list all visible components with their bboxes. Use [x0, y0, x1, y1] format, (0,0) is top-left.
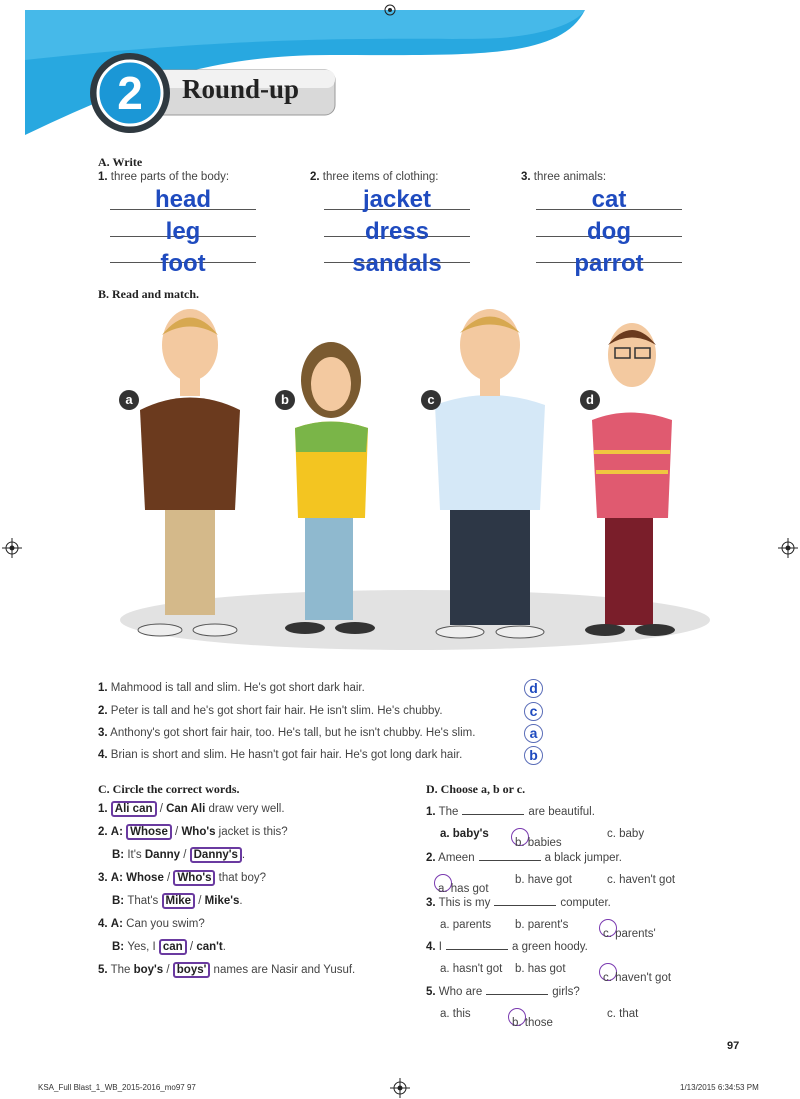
- item-text: This is my: [438, 897, 491, 909]
- speaker: A:: [110, 826, 127, 838]
- c-item-1: [98, 803, 285, 815]
- d3-opt-b: [515, 919, 568, 931]
- choice: Whose: [126, 872, 164, 884]
- d3-opt-c: [603, 919, 656, 940]
- option: b. has got: [515, 963, 566, 975]
- choice: boy's: [133, 964, 164, 976]
- answer-jacket: jacket: [362, 186, 432, 213]
- item-text: .: [239, 895, 243, 907]
- c-item-2b: [112, 849, 245, 861]
- item-text: are beautiful.: [528, 806, 595, 818]
- answer-foot: foot: [160, 250, 206, 277]
- label-d: d: [580, 390, 600, 410]
- item-text: a green hoody.: [512, 941, 588, 953]
- c-item-4a: [98, 918, 205, 930]
- group-1-prompt: [98, 171, 229, 183]
- item-text: Yes, I: [127, 941, 159, 953]
- choice: Danny: [144, 849, 181, 861]
- option: b. have got: [515, 874, 572, 886]
- option: b. those: [512, 1017, 553, 1029]
- blank: [462, 805, 524, 815]
- separator: /: [171, 826, 182, 838]
- c-item-5: [98, 964, 355, 976]
- section-b-title: B. Read and match.: [98, 287, 200, 301]
- separator: /: [186, 941, 197, 953]
- item-text: .: [222, 941, 226, 953]
- d4-opt-b: [515, 963, 566, 975]
- section-a-title: A. Write: [98, 155, 143, 169]
- sentence-text: Anthony's got short fair hair, too. He's tall, but he isn't chubby. He's slim.: [110, 727, 476, 739]
- d-item-5: [426, 985, 580, 998]
- section-c-title: C. Circle the correct words.: [98, 782, 240, 796]
- sentence-text: Brian is short and slim. He hasn't got fair hair. He's got long dark hair.: [110, 749, 463, 761]
- separator: /: [195, 895, 205, 907]
- item-text: Ameen: [438, 852, 475, 864]
- circled-choice: boys': [173, 962, 211, 978]
- separator: /: [156, 803, 167, 815]
- circled-choice: Who's: [173, 870, 215, 886]
- answer-dress: dress: [364, 218, 430, 245]
- sentence-3: [98, 727, 475, 739]
- people-illustration: [100, 300, 720, 660]
- unit-number: 2: [117, 67, 143, 119]
- answer-dog: dog: [587, 218, 631, 245]
- choice: can't: [196, 941, 223, 953]
- group-3-num: 3.: [521, 171, 531, 183]
- d2-opt-b: [515, 874, 572, 886]
- separator: /: [163, 872, 174, 884]
- d5-opt-c: [607, 1008, 638, 1020]
- circled-choice: Mike: [162, 893, 196, 909]
- label-c: c: [421, 390, 441, 410]
- option: a. parents: [440, 919, 492, 931]
- group-3-prompt: [521, 171, 606, 183]
- item-num: 4.: [98, 918, 108, 930]
- item-num: 2.: [98, 826, 108, 838]
- d-item-3: [426, 896, 611, 909]
- sentence-text: Peter is tall and he's got short fair hair. He isn't slim. He's chubby.: [110, 705, 443, 717]
- registration-mark: [390, 1078, 410, 1098]
- item-text: a black jumper.: [544, 852, 622, 864]
- item-num: 4.: [426, 941, 436, 953]
- blank: [494, 896, 556, 906]
- option: c. haven't got: [603, 972, 672, 984]
- separator: /: [163, 964, 173, 976]
- item-num: 2.: [426, 852, 436, 864]
- section-d-title: D. Choose a, b or c.: [426, 782, 526, 796]
- sentence-4: [98, 749, 462, 761]
- item-text: names are Nasir and Yusuf.: [210, 964, 356, 976]
- sentence-2: [98, 705, 443, 717]
- item-text: That's: [127, 895, 162, 907]
- c-item-3b: [112, 895, 243, 907]
- registration-mark: [778, 538, 798, 558]
- registration-mark: [2, 538, 22, 558]
- sentence-num: 3.: [98, 727, 108, 739]
- group-2-text: three items of clothing:: [322, 171, 439, 183]
- separator: /: [180, 849, 190, 861]
- c-item-2a: [98, 826, 288, 838]
- option: c. that: [607, 1008, 639, 1020]
- item-text: The: [110, 964, 134, 976]
- item-num: 5.: [426, 986, 436, 998]
- option: b. babies: [515, 837, 562, 849]
- circled-choice: can: [159, 939, 187, 955]
- group-1-num: 1.: [98, 171, 108, 183]
- blank: [479, 851, 541, 861]
- speaker: B:: [112, 941, 128, 953]
- item-text: jacket is this?: [215, 826, 288, 838]
- circled-choice: Whose: [126, 824, 172, 840]
- match-answer-2: c: [524, 702, 543, 721]
- d-item-1: [426, 805, 595, 818]
- answer-cat: cat: [591, 186, 627, 213]
- sentence-num: 2.: [98, 705, 108, 717]
- item-text: Can you swim?: [126, 918, 205, 930]
- item-num: 5.: [98, 964, 108, 976]
- option: c. haven't got: [607, 874, 676, 886]
- item-text: draw very well.: [205, 803, 285, 815]
- speaker: B:: [112, 895, 128, 907]
- option: c. baby: [607, 828, 645, 840]
- c-item-4b: [112, 941, 226, 953]
- group-2-num: 2.: [310, 171, 320, 183]
- item-num: 1.: [426, 806, 436, 818]
- option: b. parent's: [515, 919, 569, 931]
- circled-choice: Danny's: [190, 847, 242, 863]
- d1-opt-c: [607, 828, 644, 840]
- option: c. parents': [603, 928, 656, 940]
- item-text: girls?: [552, 986, 580, 998]
- item-text: The: [438, 806, 459, 818]
- item-text: I: [438, 941, 442, 953]
- option: a. has got: [438, 883, 489, 895]
- footer-left: KSA_Full Blast_1_WB_2015-2016_mo97 97: [38, 1083, 196, 1092]
- blank: [446, 940, 508, 950]
- footer-right: 1/13/2015 6:34:53 PM: [680, 1083, 759, 1092]
- speaker: A:: [110, 918, 127, 930]
- circled-choice: Ali can: [111, 801, 157, 817]
- d2-opt-a: [438, 874, 489, 895]
- d5-opt-b: [512, 1008, 553, 1029]
- d4-opt-a: [440, 963, 502, 975]
- d4-opt-c: [603, 963, 671, 984]
- sentence-1: [98, 682, 365, 694]
- group-2-prompt: [310, 171, 439, 183]
- match-answer-4: b: [524, 746, 543, 765]
- page-number: 97: [727, 1040, 740, 1052]
- sentence-num: 1.: [98, 682, 108, 694]
- answer-parrot: parrot: [574, 250, 644, 277]
- item-num: 1.: [98, 803, 108, 815]
- match-answer-1: d: [524, 679, 543, 698]
- sentence-text: Mahmood is tall and slim. He's got short dark hair.: [110, 682, 365, 694]
- label-a: a: [119, 390, 139, 410]
- choice: Who's: [181, 826, 216, 838]
- answer-sandals: sandals: [352, 250, 442, 277]
- answer-leg: leg: [165, 218, 201, 245]
- choice: Can Ali: [166, 803, 206, 815]
- d1-opt-a: [440, 828, 489, 840]
- item-num: 3.: [98, 872, 108, 884]
- match-answer-3: a: [524, 724, 543, 743]
- item-text: computer.: [560, 897, 611, 909]
- d-item-4: [426, 940, 588, 953]
- option: a. hasn't got: [440, 963, 503, 975]
- d-item-2: [426, 851, 622, 864]
- item-text: It's: [127, 849, 145, 861]
- d5-opt-a: [440, 1008, 471, 1020]
- blank: [486, 985, 548, 995]
- speaker: A:: [110, 872, 127, 884]
- speaker: B:: [112, 849, 128, 861]
- label-b: b: [275, 390, 295, 410]
- item-text: .: [241, 849, 246, 861]
- c-item-3a: [98, 872, 266, 884]
- d1-opt-b: [515, 828, 562, 849]
- page-title: Round-up: [182, 74, 300, 104]
- item-text: that boy?: [215, 872, 266, 884]
- group-3-text: three animals:: [533, 171, 607, 183]
- group-1-text: three parts of the body:: [110, 171, 230, 183]
- d2-opt-c: [607, 874, 675, 886]
- choice: Mike's: [204, 895, 240, 907]
- d3-opt-a: [440, 919, 491, 931]
- sentence-num: 4.: [98, 749, 108, 761]
- option: a. baby's: [440, 828, 489, 840]
- item-text: Who are: [438, 986, 483, 998]
- option: a. this: [440, 1008, 471, 1020]
- answer-head: head: [154, 186, 211, 213]
- item-num: 3.: [426, 897, 436, 909]
